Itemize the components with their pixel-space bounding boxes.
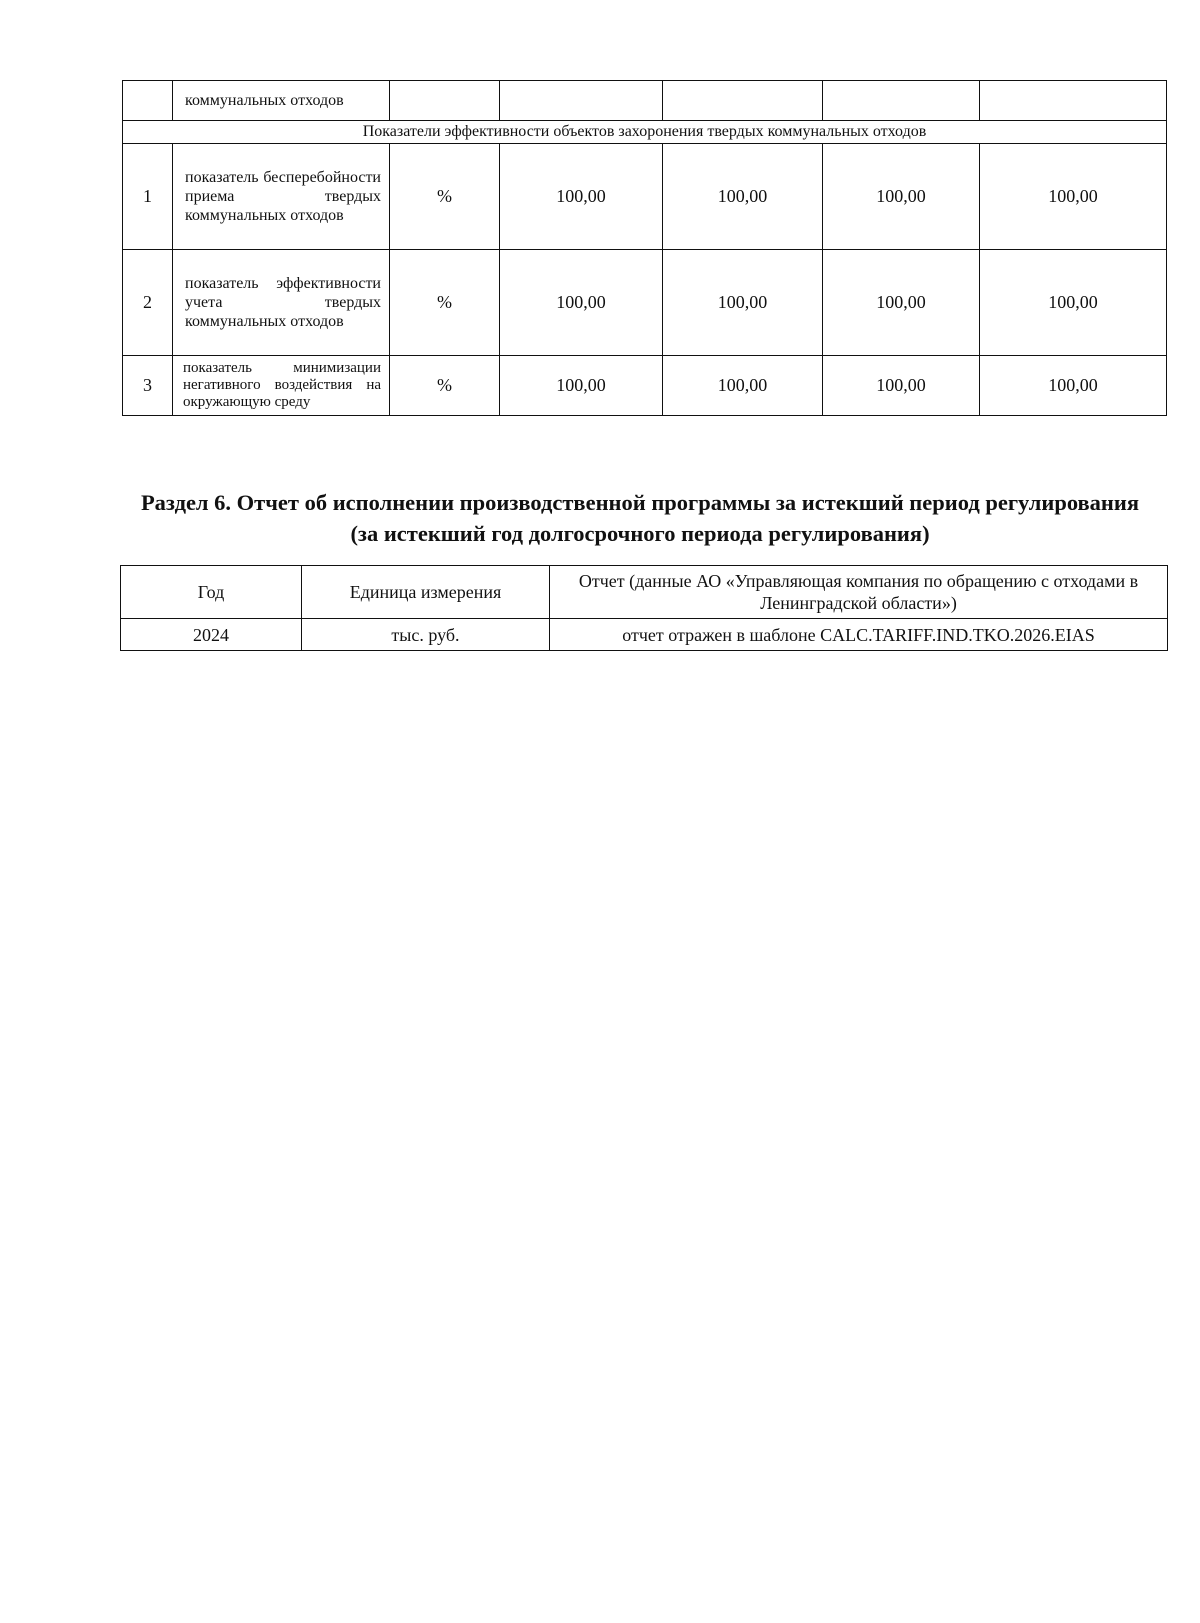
value-cell: 100,00 <box>823 144 980 250</box>
value-cell: 100,00 <box>663 144 823 250</box>
value-cell: 100,00 <box>500 356 663 416</box>
value-cell <box>823 81 980 121</box>
table-row <box>123 356 1167 416</box>
unit-cell <box>390 81 500 121</box>
row-number-cell: 2 <box>123 250 173 356</box>
efficiency-indicators-table <box>122 80 1167 416</box>
indicator-name-cell: показатель минимизации негативного воздействия на окружающую среду <box>173 356 390 416</box>
row-number-cell: 3 <box>123 356 173 416</box>
value-cell: 100,00 <box>663 356 823 416</box>
value-cell: 100,00 <box>980 144 1167 250</box>
table-section-header: Показатели эффективности объектов захоронения твердых коммунальных отходов <box>123 121 1167 144</box>
unit-cell: % <box>390 250 500 356</box>
indicator-name-cell: показатель эффективности учета твердых коммунальных отходов <box>173 250 390 356</box>
table-row <box>123 81 1167 121</box>
table-row <box>121 619 1168 651</box>
table-row <box>123 250 1167 356</box>
value-cell: 100,00 <box>980 356 1167 416</box>
indicator-name-cell: показатель бесперебойности приема твердых коммунальных отходов <box>173 144 390 250</box>
program-report-table <box>120 565 1168 651</box>
value-cell <box>500 81 663 121</box>
table-section-header-row <box>123 121 1167 144</box>
value-cell: 100,00 <box>980 250 1167 356</box>
value-cell: 100,00 <box>663 250 823 356</box>
table-row <box>123 144 1167 250</box>
indicator-name-cell: коммунальных отходов <box>173 81 390 121</box>
column-header-year: Год <box>121 566 302 619</box>
unit-cell: % <box>390 144 500 250</box>
year-cell: 2024 <box>121 619 302 651</box>
row-number-cell <box>123 81 173 121</box>
row-number-cell: 1 <box>123 144 173 250</box>
value-cell: 100,00 <box>823 250 980 356</box>
unit-cell: тыс. руб. <box>302 619 550 651</box>
column-header-unit: Единица измерения <box>302 566 550 619</box>
report-cell: отчет отражен в шаблоне CALC.TARIFF.IND.TKO.2026.EIAS <box>550 619 1168 651</box>
table-header-row <box>121 566 1168 619</box>
value-cell: 100,00 <box>500 250 663 356</box>
column-header-report: Отчет (данные АО «Управляющая компания по обращению с отходами в Ленинградской области») <box>550 566 1168 619</box>
value-cell: 100,00 <box>500 144 663 250</box>
value-cell <box>980 81 1167 121</box>
unit-cell: % <box>390 356 500 416</box>
section-title: Раздел 6. Отчет об исполнении производственной программы за истекший период регулирования (за истекший год долгосрочного периода регулирования) <box>140 490 1140 546</box>
value-cell: 100,00 <box>823 356 980 416</box>
value-cell <box>663 81 823 121</box>
